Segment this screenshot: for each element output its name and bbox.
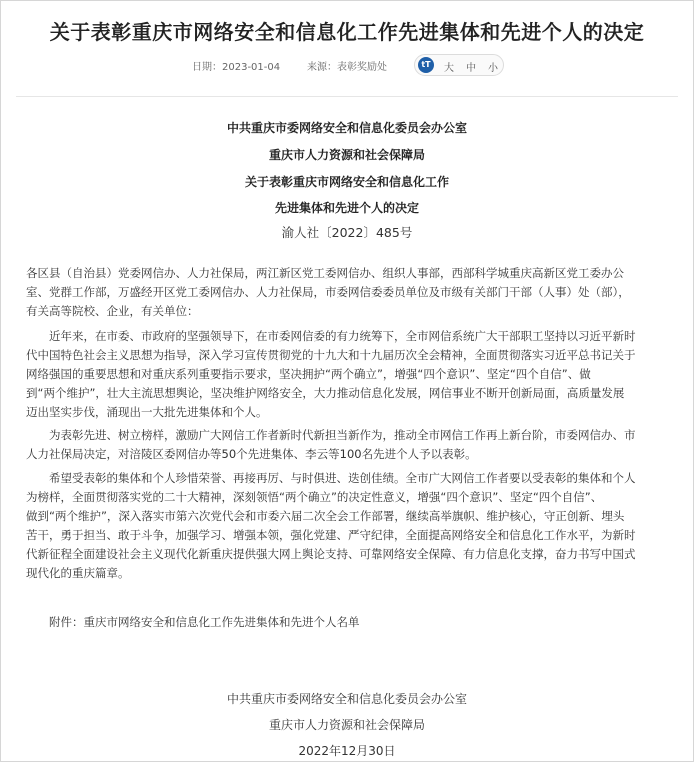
body-paragraph-2	[26, 426, 674, 464]
source-label: 来源：表彰奖励处	[307, 62, 387, 73]
paragraph-line: 迈出坚实步伐，涌现出一大批先进集体和个人。	[26, 405, 268, 419]
paragraph-line: 代中国特色社会主义思想为指导，深入学习宣传贯彻党的十九大和十九届历次全会精神，全面贯彻落实习近平总书记关于	[26, 348, 636, 362]
signature-issuer-1: 中共重庆市委网络安全和信息化委员会办公室	[226, 692, 467, 706]
paragraph-line: 做到“两个维护”，深入落实市第六次党代会和市委六届二次全会工作部署，继续高举旗帜、维护核心，守正创新、埋头	[26, 509, 625, 523]
body-paragraph-3	[26, 469, 674, 583]
header-issuer-1: 中共重庆市委网络安全和信息化委员会办公室	[226, 121, 467, 135]
paragraph-line: 为表彰先进、树立榜样，激励广大网信工作者新时代新担当新作为，推动全市网信工作再上新台阶，市委网信办、市	[26, 428, 636, 442]
font-size-large-button[interactable]: 大	[444, 63, 454, 74]
paragraph-line: 近年来，在市委、市政府的坚强领导下，在市委网信委的有力统筹下，全市网信系统广大干部职工坚持以习近平新时	[26, 329, 636, 343]
recipients-line: 有关高等院校、企业，有关单位：	[26, 304, 199, 318]
header-divider	[16, 96, 678, 97]
recipients-line: 室、党群工作部，万盛经开区党工委网信办、人力社保局，市委网信委委员单位及市级有关部门干部（人事）处（部），	[26, 285, 630, 299]
recipients-paragraph	[26, 264, 674, 321]
paragraph-line: 现代化的重庆篇章。	[26, 566, 130, 580]
document-title-line-2: 先进集体和先进个人的决定	[274, 201, 419, 215]
font-size-switcher	[414, 54, 504, 76]
paragraph-line: 网络强国的重要思想和对重庆系列重要指示要求，坚决拥护“两个确立”，增强“四个意识”、坚定“四个自信”、做	[26, 367, 591, 381]
paragraph-line: 希望受表彰的集体和个人珍惜荣誉、再接再厉、与时俱进、迭创佳绩。全市广大网信工作者要以受表彰的集体和个人	[26, 471, 636, 485]
paragraph-line: 人力社保局决定，对涪陵区委网信办等50个先进集体、李云等100名先进个人予以表彰。	[26, 447, 477, 461]
paragraph-line: 苦干，勇于担当、敢于斗争，加强学习、增强本领，强化党建、严守纪律，全面提高网络安全和信息化工作水平，为新时	[26, 528, 636, 542]
publish-date: 日期：2023-01-04	[192, 62, 281, 73]
body-paragraph-1	[26, 327, 674, 422]
paragraph-line: 到“两个维护”，壮大主流思想舆论，坚决维护网络安全，大力推动信息化发展，网信事业不断开创新局面，高质量发展	[26, 386, 625, 400]
font-size-medium-button[interactable]: 中	[466, 63, 476, 74]
recipients-line: 各区县（自治县）党委网信办、人力社保局，两江新区党工委网信办、组织人事部，西部科学城重庆高新区党工委办公	[26, 266, 624, 280]
signature-date: 2022年12月30日	[298, 744, 396, 758]
header-issuer-2: 重庆市人力资源和社会保障局	[268, 148, 425, 162]
font-size-small-button[interactable]: 小	[488, 63, 498, 74]
document-title-line-1: 关于表彰重庆市网络安全和信息化工作	[244, 175, 449, 189]
font-size-icon: tT	[418, 57, 434, 73]
page-title: 关于表彰重庆市网络安全和信息化工作先进集体和先进个人的决定	[49, 20, 645, 44]
attachment-line	[26, 613, 674, 632]
paragraph-line: 为榜样，全面贯彻落实党的二十大精神，深刻领悟“两个确立”的决定性意义，增强“四个意识”、坚定“四个自信”、	[26, 490, 603, 504]
document-number: 渝人社〔2022〕485号	[281, 225, 413, 240]
signature-issuer-2: 重庆市人力资源和社会保障局	[268, 718, 425, 732]
meta-row	[0, 54, 694, 76]
attachment-text: 附件：重庆市网络安全和信息化工作先进集体和先进个人名单	[26, 615, 360, 629]
paragraph-line: 代新征程全面建设社会主义现代化新重庆提供强大网上舆论支持、可靠网络安全保障、有力信息化支撑，奋力书写中国式	[26, 547, 636, 561]
